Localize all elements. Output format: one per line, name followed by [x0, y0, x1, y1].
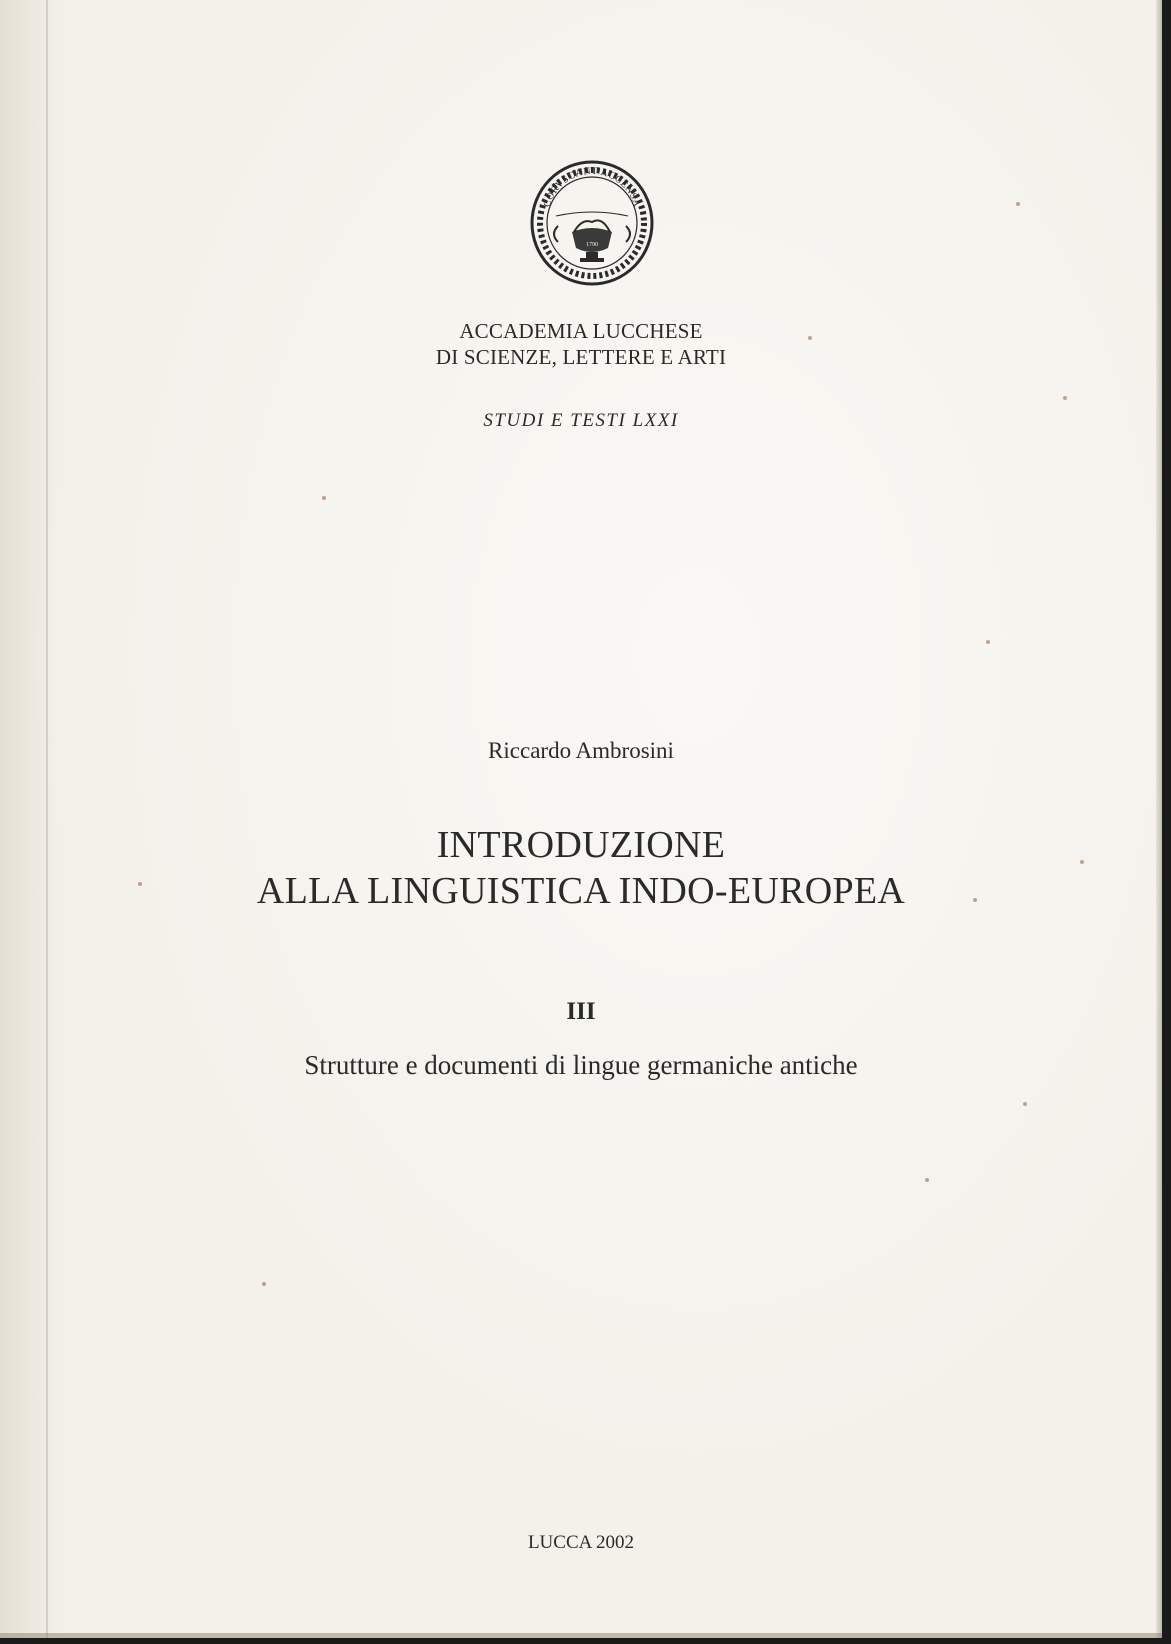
foxing-speck [925, 1178, 929, 1182]
foxing-speck [322, 496, 326, 500]
foxing-speck [986, 640, 990, 644]
seal-inner-text: 1790 [586, 242, 598, 248]
book-title [0, 822, 1162, 914]
author-name: Riccardo Ambrosini [488, 738, 674, 763]
imprint-place-year: LUCCA 2002 [527, 1532, 635, 1553]
book-title-line-1: INTRODUZIONE [436, 824, 726, 866]
foxing-speck [1023, 1102, 1027, 1106]
publisher-name [0, 318, 1162, 370]
academy-seal-emblem [528, 158, 656, 288]
book-title-line-2: ALLA LINGUISTICA INDO-EUROPEA [256, 870, 906, 912]
series-label: STUDI E TESTI LXXI [483, 410, 679, 431]
foxing-speck [1063, 396, 1067, 400]
publisher-line-1: ACCADEMIA LUCCHESE [459, 319, 703, 343]
right-page-edge [1156, 0, 1162, 1638]
seal-motto: CORVSCANT ACCENSA [541, 165, 643, 209]
foxing-speck [262, 1282, 266, 1286]
book-subtitle: Strutture e documenti di lingue germaniche antiche [304, 1050, 858, 1080]
spine-crease [46, 0, 48, 1638]
bottom-page-edge [0, 1633, 1162, 1638]
foxing-speck [1016, 202, 1020, 206]
publisher-line-2: DI SCIENZE, LETTERE E ARTI [435, 345, 727, 369]
volume-number: III [566, 998, 596, 1025]
